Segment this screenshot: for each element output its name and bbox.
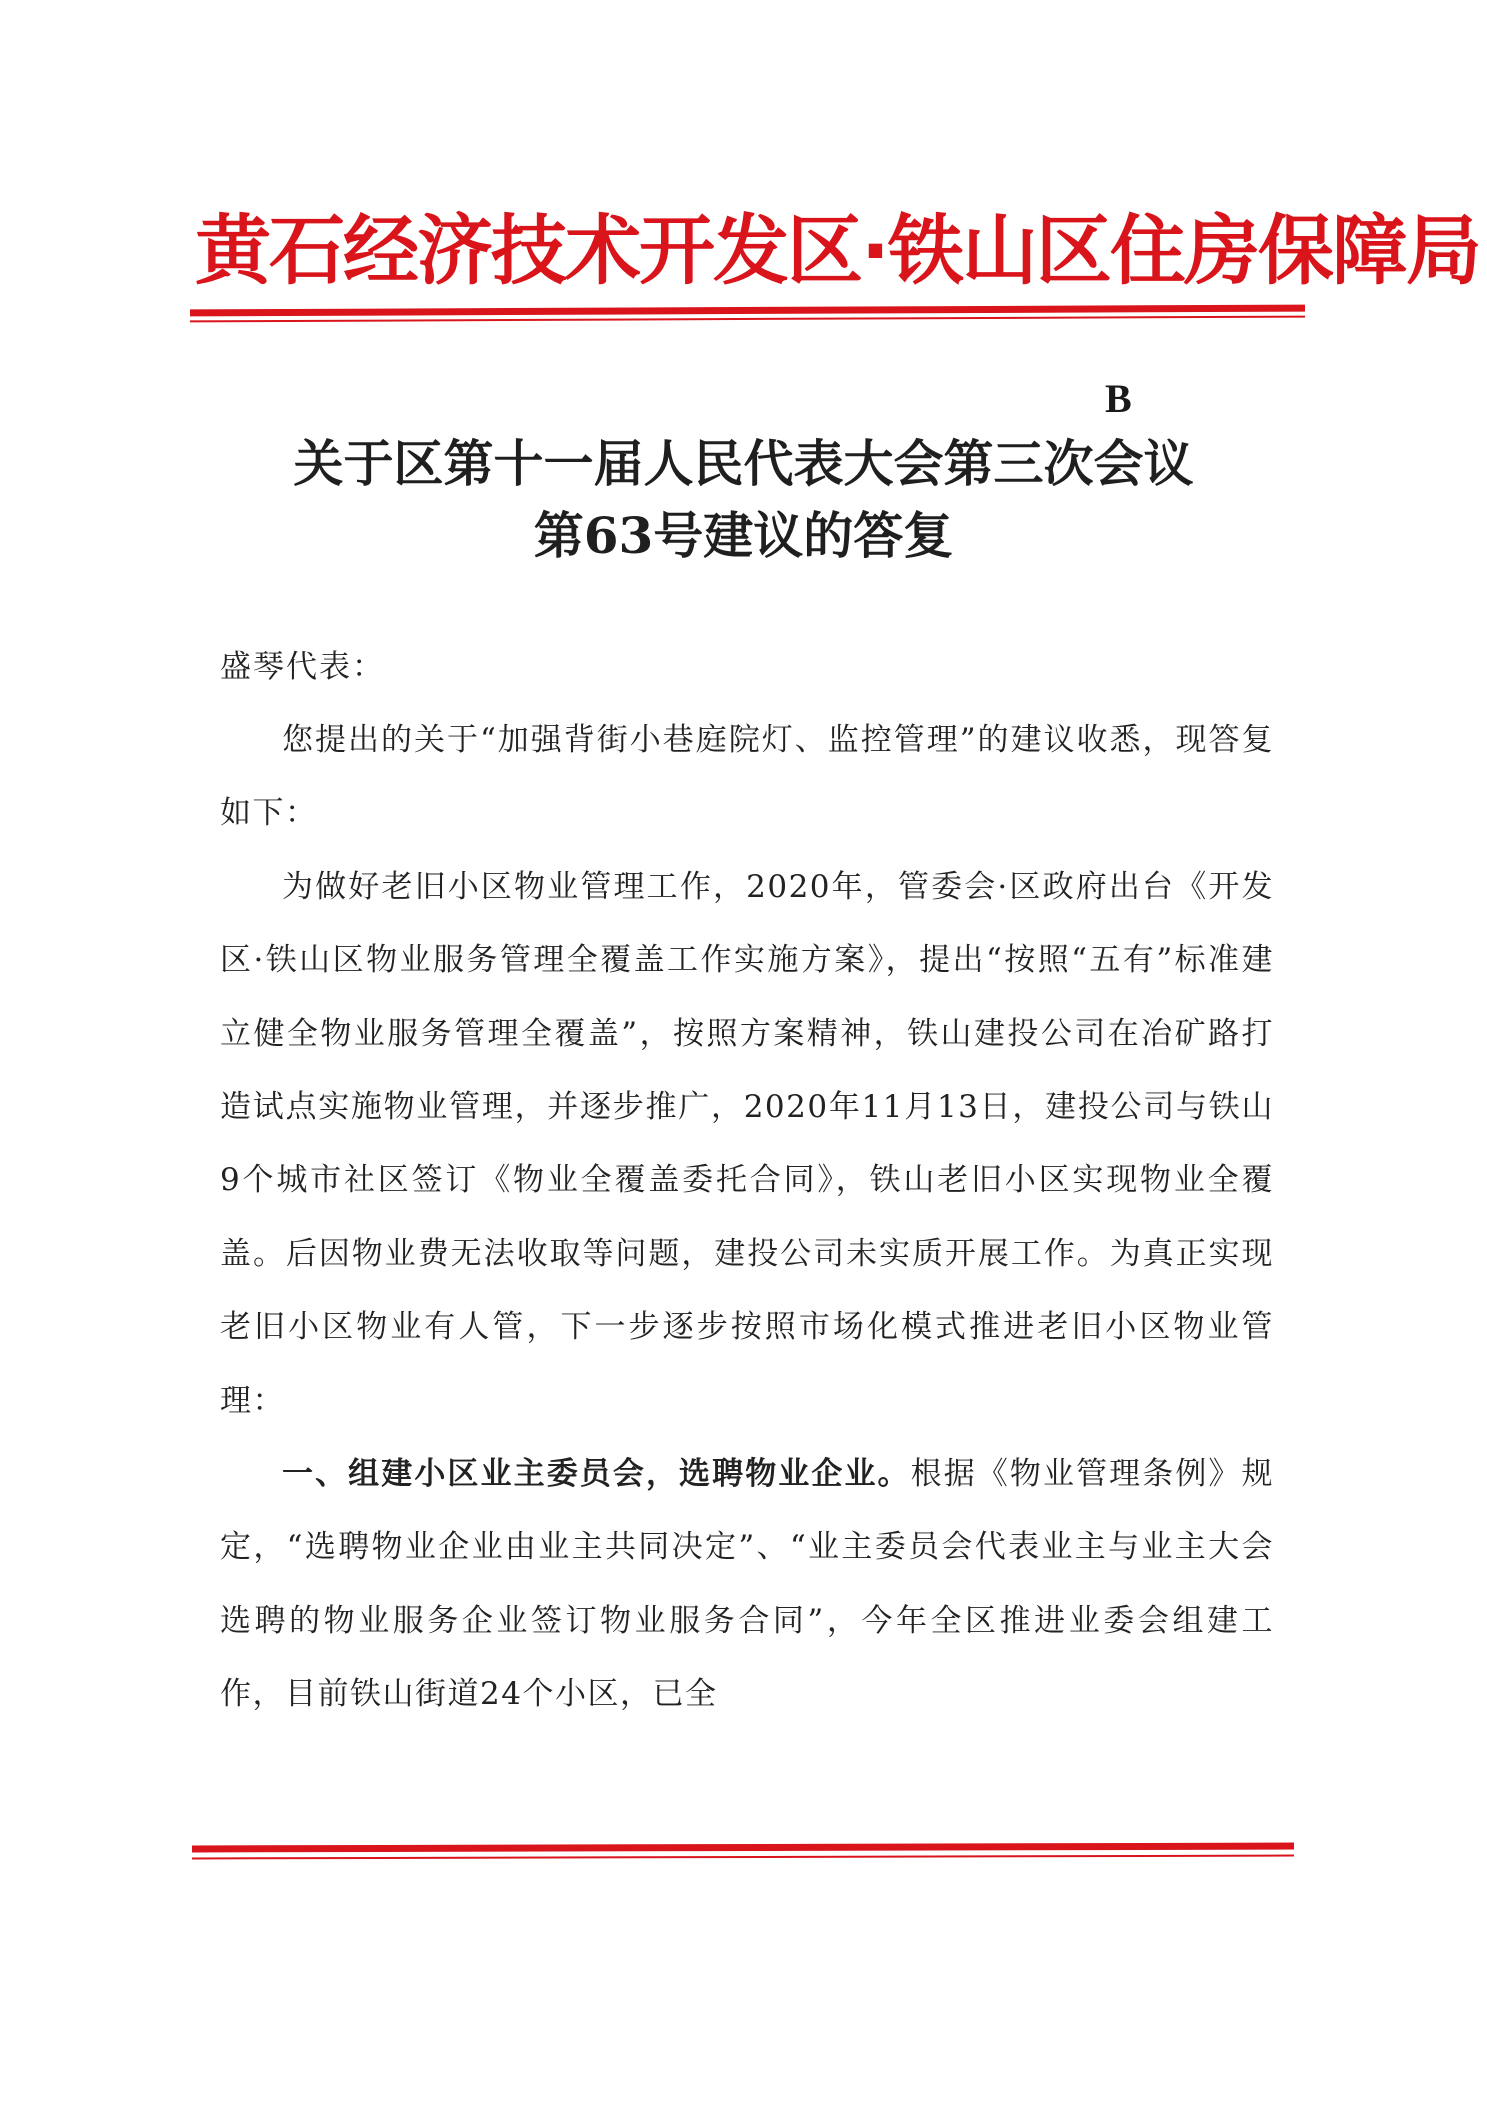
letterhead-title: 黄石经济技术开发区·铁山区住房保障局 xyxy=(195,206,1480,295)
document-body xyxy=(220,704,1274,1732)
document-title-line2: 第63号建议的答复 xyxy=(533,506,954,565)
paragraph-background: 为做好老旧小区物业管理工作，2020年，管委会·区政府出台《开发区·铁山区物业服务管理全覆盖工作实施方案》，提出“按照“五有”标准建立健全物业服务管理全覆盖”，按照方案精神，铁山建投公司在冶矿路打造试点实施物业管理，并逐步推广，2020年11月13日，建投公司与铁山9个城市社区签订《物业全覆盖委托合同》，铁山老旧小区实现物业全覆盖。后因物业费无法收取等问题，建投公司未实质开展工作。为真正实现老旧小区物业有人管，下一步逐步按照市场化模式推进老旧小区物业管理： xyxy=(220,868,1274,1419)
salutation: 盛琴代表： xyxy=(220,649,385,685)
letterhead-rule-thin xyxy=(190,316,1305,323)
document-title-line1: 关于区第十一届人民代表大会第三次会议 xyxy=(293,434,1194,493)
measure-one-text: 根据《物业管理条例》规定，“选聘物业企业由业主共同决定”、“业主委员会代表业主与业主大会选聘的物业服务企业签订物业服务合同”，今年全区推进业委会组建工作，目前铁山街道24个小区，已全 xyxy=(220,1456,1275,1713)
footer-rule-thin xyxy=(192,1855,1294,1860)
letterhead-rule-thick xyxy=(190,305,1305,317)
paragraph-acknowledgement: 您提出的关于“加强背街小巷庭院灯、监控管理”的建议收悉，现答复如下： xyxy=(220,722,1274,832)
measure-one-heading: 一、组建小区业主委员会，选聘物业企业。 xyxy=(282,1456,911,1493)
paragraph-measure-one xyxy=(220,1438,1274,1732)
footer-rule-thick xyxy=(192,1843,1294,1853)
document-mark: B xyxy=(1105,376,1132,421)
